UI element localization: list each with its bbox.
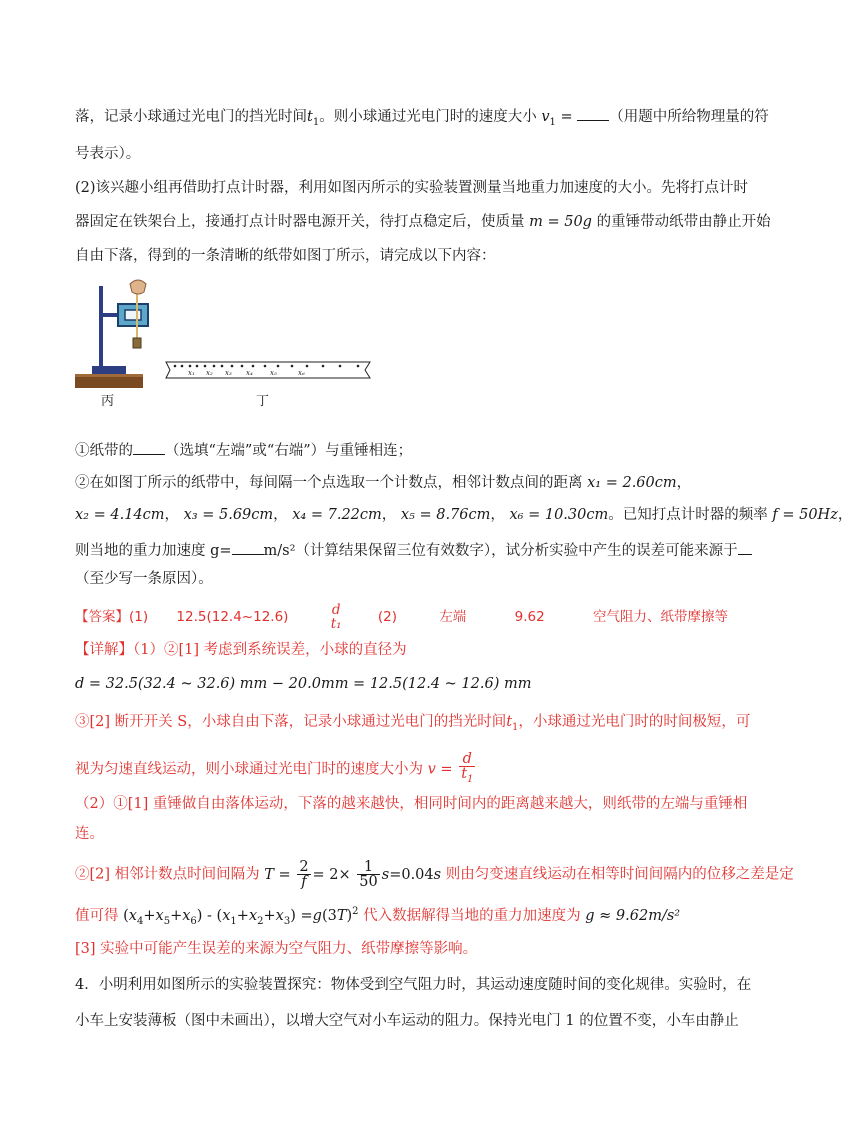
- experiment-figure: [70, 278, 380, 390]
- text: ，小球通过光电门时的时间极短，可: [518, 714, 751, 730]
- answer-5: 9.62: [514, 609, 545, 625]
- answer-blank[interactable]: [738, 540, 752, 555]
- text: ③[2] 断开开关 S，小球自由下落，记录小球通过光电门的挡光时间: [75, 714, 507, 730]
- diameter-equation: d = 32.5(32.4 ~ 32.6) mm − 20.0mm = 12.5(12.4 ~ 12.6) mm: [75, 676, 532, 692]
- detail-line: ③[2] 断开开关 S，小球自由下落，记录小球通过光电门的挡光时间$t_1$，小球通过光电门时的时间极短，可: [75, 714, 751, 733]
- answer-4: 左端: [439, 609, 467, 625]
- equation-line: [75, 674, 531, 694]
- text-line: [75, 212, 771, 232]
- answer-1: 12.5(12.4~12.6): [176, 609, 289, 625]
- svg-text:x₅: x₅: [270, 369, 277, 377]
- svg-text:x₃: x₃: [225, 369, 232, 377]
- text-line: [75, 246, 496, 266]
- x5-value: x₅ = 8.76cm: [400, 507, 491, 523]
- answer-2-fraction: d t₁: [330, 602, 342, 632]
- detail-line: [75, 902, 680, 932]
- iron-stand-diagram: [75, 280, 148, 388]
- text: m/s²（计算结果保留三位有效数字），试分析实验中产生的误差可能来源于: [263, 543, 738, 559]
- answer-blank[interactable]: [232, 540, 264, 555]
- text: (2)该兴趣小组再借助打点计时器，利用如图丙所示的实验装置测量当地重力加速度的大小。先将打点计时: [75, 180, 749, 196]
- text: ②[2] 相邻计数点时间间隔为: [75, 866, 260, 883]
- text-line: [75, 440, 412, 461]
- text: 值可得: [75, 907, 119, 924]
- answer-3: (2): [377, 609, 398, 625]
- text: （选填“左端”或“右端”）与重锤相连；: [165, 443, 413, 459]
- mass-value: m = 50g: [529, 214, 592, 230]
- period-formula: T = $\frac{2}{f}$ = 2× $\frac{1}{50}$ s=0.04s: [264, 859, 442, 890]
- text: 的重锤带动纸带由静止开始: [596, 214, 771, 230]
- detail-line: [75, 939, 477, 959]
- difference-formula: $(x_4+x_5+x_6) - (x_1+x_2+x_3) =g(3T)^2$: [123, 906, 359, 927]
- detail-tag: 【详解】（1）②[1]: [75, 642, 200, 658]
- text: ②在如图丁所示的纸带中，每间隔一个点选取一个计数点，相邻计数点间的距离: [75, 475, 583, 491]
- text: 自由下落，得到的一条清晰的纸带如图丁所示，请完成以下内容：: [75, 248, 496, 264]
- text-line: 落，记录小球通过光电门的挡光时间$t_1$。则小球通过光电门时的速度大小 $v_1$ = （用题中所给物理量的符: [75, 106, 769, 133]
- text-line: [75, 540, 752, 561]
- text: 视为匀速直线运动，则小球通过光电门时的速度大小为: [75, 761, 423, 778]
- text: [3] 实验中可能产生误差的来源为空气阻力、纸带摩擦等影响。: [75, 941, 478, 957]
- text: 落，记录小球通过光电门的挡光时间: [75, 109, 307, 125]
- text-line: x₂ = 4.14cm， x₃ = 5.69cm， x₄ = 7.22cm， x₅ = 8.76cm， x₆ = 10.30cm。已知打点计时器的频率 f = 50Hz，: [75, 507, 852, 523]
- text: 号表示）。: [75, 146, 141, 162]
- detail-line: 视为匀速直线运动，则小球通过光电门时的速度大小为 v = $\frac{d}{t_1}$: [75, 751, 474, 785]
- paper-tape-diagram: [166, 362, 370, 378]
- figure-label-ding: 丁: [256, 394, 270, 409]
- x3-value: x₃ = 5.69cm: [183, 507, 274, 523]
- text-line: [75, 975, 751, 995]
- text: ①纸带的: [75, 443, 133, 459]
- text: 。则小球通过光电门时的速度大小: [319, 109, 537, 125]
- detail-line: [75, 860, 794, 889]
- text: 代入数据解得当地的重力加速度为: [363, 907, 581, 924]
- answer-blank[interactable]: [577, 106, 609, 121]
- svg-text:x₂: x₂: [206, 369, 213, 377]
- text: 器固定在铁架台上，接通打点计时器电源开关，待打点稳定后，使质量: [75, 214, 525, 230]
- detail-line: [75, 640, 407, 660]
- text: （用题中所给物理量的符: [609, 109, 769, 125]
- text-line: [75, 569, 213, 589]
- text: 小车上安装薄板（图中未画出），以增大空气对小车运动的阻力。保持光电门 1 的位置不变，小车由静止: [75, 1013, 739, 1029]
- text: （至少写一条原因）。: [75, 571, 213, 587]
- velocity-fraction: $\frac{d}{t_1}$: [461, 751, 474, 785]
- detail-line: [75, 824, 104, 844]
- text: 则当地的重力加速度 g=: [75, 543, 232, 559]
- answer-6: 空气阻力、纸带摩擦等: [592, 609, 728, 625]
- text-line: [75, 1011, 739, 1031]
- x4-value: x₄ = 7.22cm: [292, 507, 382, 523]
- x1-value: x₁ = 2.60cm: [587, 475, 677, 491]
- svg-text:x₁: x₁: [188, 369, 195, 377]
- answer-blank[interactable]: [133, 440, 165, 455]
- answer-tag: 【答案】(1): [75, 609, 149, 625]
- text: 连。: [75, 826, 104, 842]
- text: （2）①[1] 重锤做自由落体运动，下落的越来越快，相同时间内的距离越来越大，则纸带的左端与重锤相: [75, 796, 748, 812]
- x2-value: x₂ = 4.14cm: [75, 507, 165, 523]
- text-line: ②在如图丁所示的纸带中，每间隔一个点选取一个计数点，相邻计数点间的距离 x₁ = 2.60cm，: [75, 475, 692, 491]
- gravity-result: g ≈ 9.62m/s²: [585, 907, 681, 924]
- text-line: [75, 178, 748, 198]
- figure-label-bing: 丙: [101, 394, 115, 409]
- text: 则由匀变速直线运动在相等时间间隔内的位移之差是定: [445, 866, 794, 883]
- text: 考虑到系统误差，小球的直径为: [203, 642, 407, 658]
- detail-line: [75, 794, 747, 814]
- frequency-value: f = 50Hz: [772, 507, 838, 523]
- text-line: [75, 144, 140, 164]
- answer-line: [75, 603, 728, 631]
- svg-text:x₆: x₆: [298, 369, 305, 377]
- text: 。已知打点计时器的频率: [608, 507, 768, 523]
- x6-value: x₆ = 10.30cm: [509, 507, 609, 523]
- svg-text:x₄: x₄: [246, 369, 253, 377]
- text: 4．小明利用如图所示的实验装置探究：物体受到空气阻力时，其运动速度随时间的变化规律。实验时，在: [75, 977, 752, 993]
